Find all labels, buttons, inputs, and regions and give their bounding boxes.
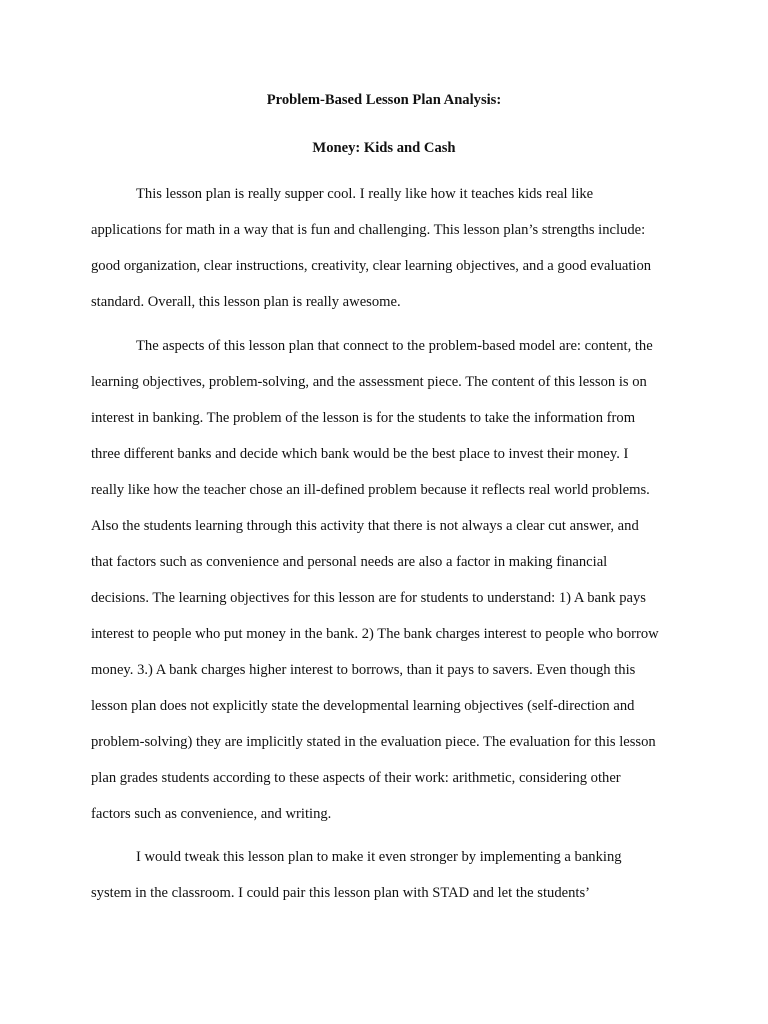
text-line: three different banks and decide which bank would be the best place to invest their money. I [91, 446, 629, 462]
document-title: Problem-Based Lesson Plan Analysis: [266, 92, 502, 108]
text-line: I would tweak this lesson plan to make it even stronger by implementing a banking [136, 849, 622, 865]
text-line: problem-solving) they are implicitly stated in the evaluation piece. The evaluation for this lesson [91, 734, 656, 750]
text-line: applications for math in a way that is fun and challenging. This lesson plan’s strengths include: [91, 222, 646, 238]
text-line: interest in banking. The problem of the lesson is for the students to take the information from [91, 410, 636, 426]
text-line: decisions. The learning objectives for this lesson are for students to understand: 1) A bank pays [91, 590, 646, 606]
paragraph-3 [91, 839, 691, 911]
text-line: system in the classroom. I could pair this lesson plan with STAD and let the students’ [91, 885, 591, 901]
text-line: that factors such as convenience and personal needs are also a factor in making financial [91, 554, 608, 570]
text-line: really like how the teacher chose an ill-defined problem because it reflects real world problems. [91, 482, 650, 498]
text-line: interest to people who put money in the bank. 2) The bank charges interest to people who borrow [91, 626, 659, 642]
text-line: The aspects of this lesson plan that connect to the problem-based model are: content, the [136, 338, 653, 354]
text-line: This lesson plan is really supper cool. I really like how it teaches kids real like [136, 186, 594, 202]
text-line: lesson plan does not explicitly state the developmental learning objectives (self-direction and [91, 698, 635, 714]
text-line: plan grades students according to these aspects of their work: arithmetic, considering other [91, 770, 621, 786]
text-line: Also the students learning through this activity that there is not always a clear cut answer, and [91, 518, 639, 534]
text-line: factors such as convenience, and writing. [91, 806, 332, 822]
text-line: good organization, clear instructions, creativity, clear learning objectives, and a good evaluation [91, 258, 652, 274]
text-line: money. 3.) A bank charges higher interest to borrows, than it pays to savers. Even though this [91, 662, 636, 678]
text-line: standard. Overall, this lesson plan is really awesome. [91, 294, 401, 310]
paragraph-2 [91, 328, 691, 832]
document-subtitle: Money: Kids and Cash [312, 140, 456, 156]
text-line: learning objectives, problem-solving, and the assessment piece. The content of this lesson is on [91, 374, 647, 390]
paragraph-1 [91, 176, 691, 320]
